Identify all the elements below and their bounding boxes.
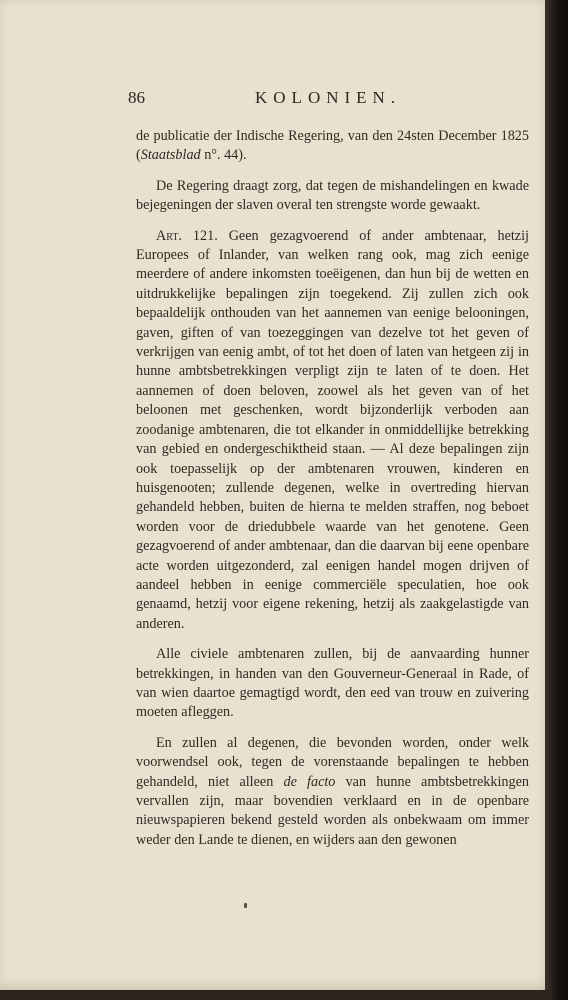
paragraph-4: Alle civiele ambtenaren zullen, bij de aanvaarding hunner betrekkingen, in handen van den Gouverneur-Generaal in Rade, of van wien daartoe gemagtigd wordt, den eed van trouw en zuivering moeten afleggen. (136, 646, 529, 721)
page-number: 86 (128, 88, 145, 107)
article-number: Art. 121. (156, 227, 218, 244)
page-bottom-edge (0, 990, 551, 1000)
paragraph-1-italic: Staatsblad (140, 147, 201, 164)
paragraph-3-text: Geen gezagvoerend of ander ambtenaar, hetzij Europees of Inlander, van welken rang ook, mag zich eenige meerdere of andere inkomsten toeëigenen, dan hun bij de wetten en uitdrukkelijke bepalingen zijn toegekend. Zij zullen zich ook bepaaldelijk onthouden van het aannemen van eenige belooningen, gaven, giften of van toezeggingen van dezelve tot het geven of verkrijgen van eenig ambt, of tot het doen of laten van hetgeen zij in hunne ambtsbetrekkingen verpligt zijn te laten of te doen. Het aannemen of doen beloven, zoowel als het geven van of het beloonen met geschenken, wordt bijzonderlijk verboden aan zoodanige ambtenaren, die tot elkander in onmiddellijke betrekking van gebied en ondergeschiktheid staan. — Al deze bepalingen zijn ook toepasselijk op der ambtenaren vrouwen, kinderen en huisgenooten; zullende degenen, welke in overtreding hiervan gehandeld hebben, buiten de hierna te melden straffen, nog beboet worden voor de driedubbele waarde van het genotene. Geen gezagvoerend of ander ambtenaar, dan die daarvan bij eene openbare acte worden uitgezonderd, zal eenigen handel mogen drijven of aandeel hebben in eenige commerciële speculatien, hoe ook genaamd, hetzij voor eigene rekening, hetzij als zaakgelastigde van anderen. (136, 227, 529, 632)
paragraph-5 (136, 734, 529, 850)
paragraph-5-italic: de facto (283, 773, 336, 790)
paragraph-3 (136, 227, 529, 635)
paper-speck (244, 903, 247, 908)
paragraph-1-text-a: de publicatie der Indische Regering, van den 24sten December 1825 ( (136, 128, 529, 164)
paragraph-5-text-b: van hunne ambtsbetrekkingen vervallen zijn, maar bovendien verklaard en in de openbare nieuwspapieren bekend gesteld worden als onbekwaam om immer weder den Lande te dienen, en wijders aan den gewonen (136, 773, 529, 848)
running-head (128, 88, 528, 112)
paragraph-2: De Regering draagt zorg, dat tegen de mishandelingen en kwade bejegeningen der slaven overal ten strengste worde gewaakt. (136, 177, 529, 214)
paragraph-5-text-a: En zullen al degenen, die bevonden worden, onder welk voorwendsel ook, tegen de vorenstaande bepalingen te hebben gehandeld, niet alleen (136, 734, 529, 790)
book-binding-edge (545, 0, 568, 1000)
running-head-title: KOLONIEN. (255, 88, 402, 107)
body-text (136, 127, 529, 861)
paragraph-1 (136, 127, 529, 166)
paragraph-1-text-b: n°. 44). (200, 147, 247, 164)
